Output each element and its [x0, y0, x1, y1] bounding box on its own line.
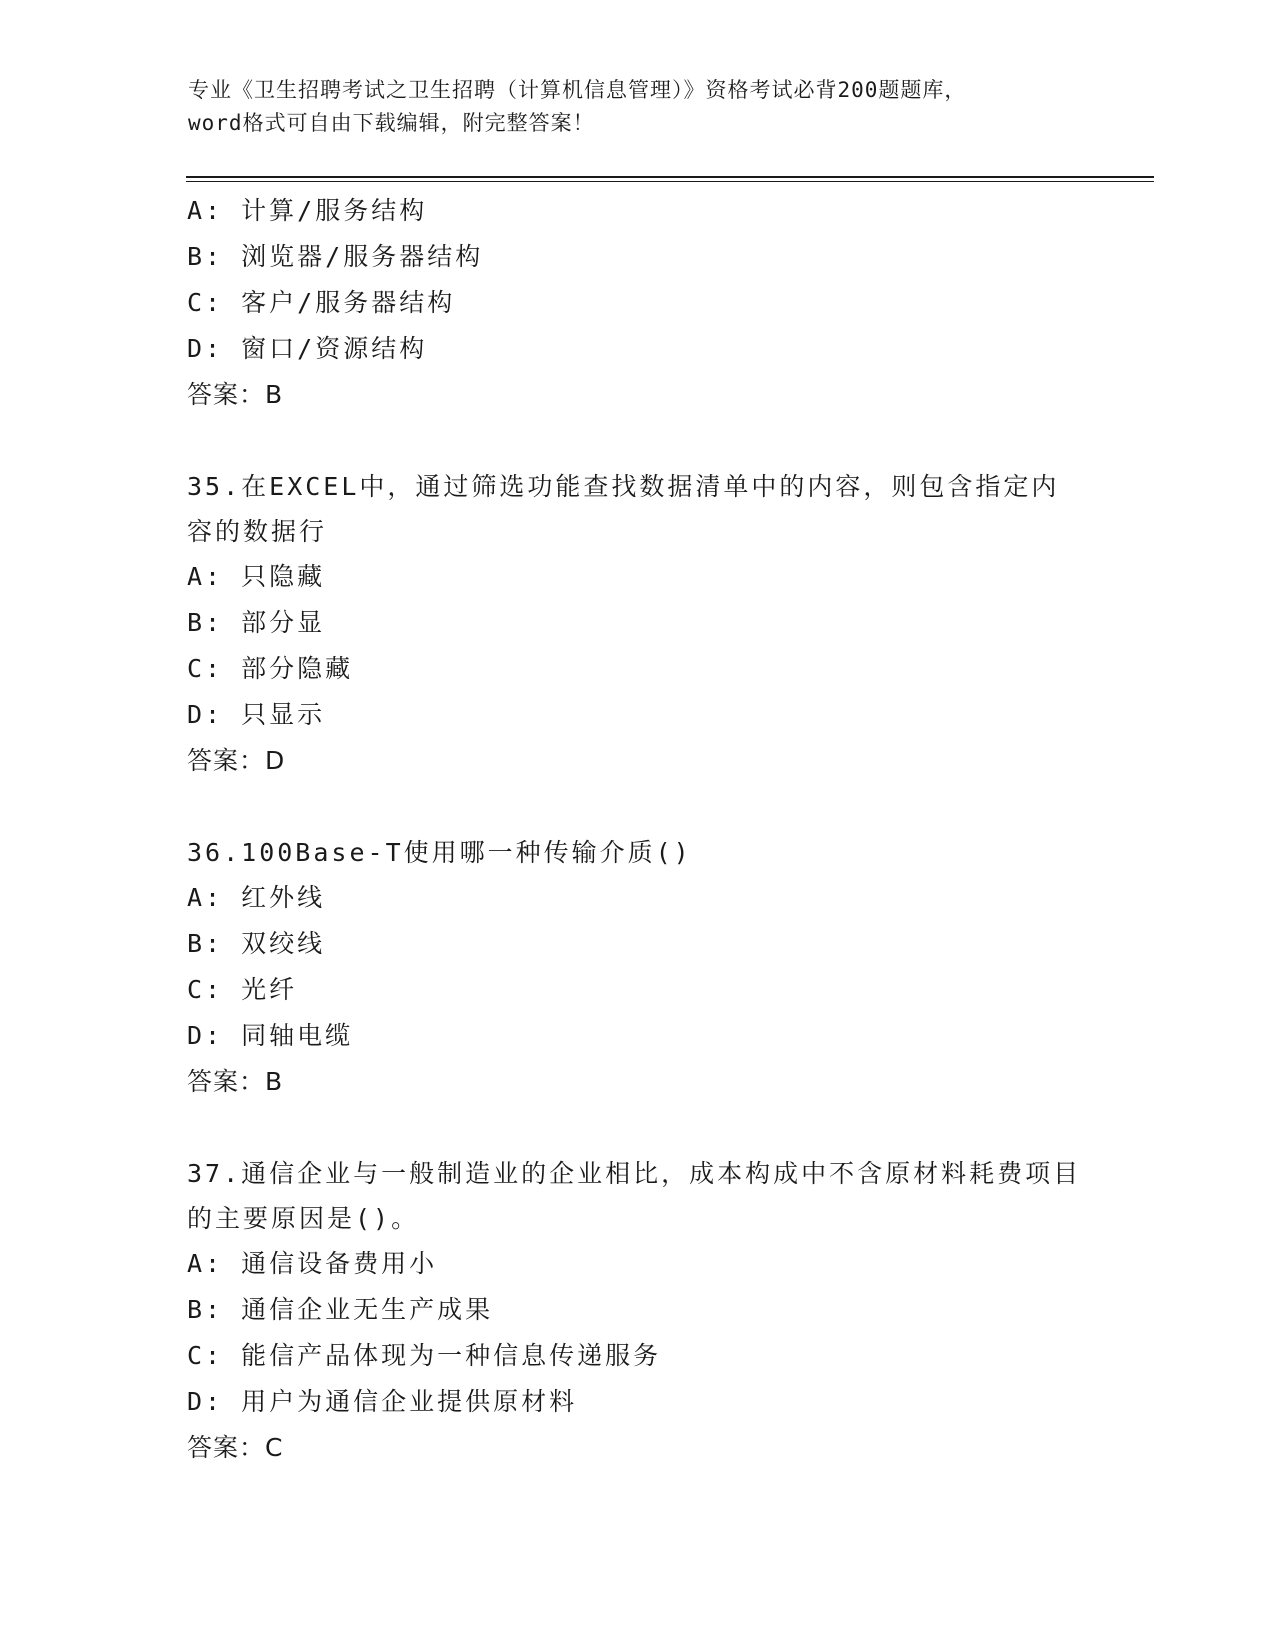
option-a: A: 红外线 — [187, 883, 326, 912]
question-36 — [187, 830, 1087, 1105]
option-c: C: 部分隐藏 — [187, 654, 354, 683]
option-b: B: 双绞线 — [187, 929, 326, 958]
option-b: B: 浏览器/服务器结构 — [187, 242, 484, 271]
header-line-2: word格式可自由下载编辑，附完整答案！ — [188, 111, 595, 135]
answer-line: 答案：D — [187, 746, 286, 775]
answer-line: 答案：B — [187, 380, 284, 409]
question-37 — [187, 1151, 1087, 1471]
option-b: B: 部分显 — [187, 608, 326, 637]
option-a: A: 只隐藏 — [187, 562, 326, 591]
header-divider-thick — [186, 176, 1154, 178]
header-line-1: 专业《卫生招聘考试之卫生招聘（计算机信息管理）》资格考试必背200题题库， — [188, 78, 967, 102]
answer-line: 答案：C — [187, 1433, 284, 1462]
answer-line: 答案：B — [187, 1067, 284, 1096]
option-a: A: 通信设备费用小 — [187, 1249, 438, 1278]
option-d: D: 窗口/资源结构 — [187, 334, 428, 363]
option-c: C: 光纤 — [187, 975, 298, 1004]
spacer — [187, 418, 1087, 464]
header-divider-thin — [186, 181, 1154, 182]
option-a: A: 计算/服务结构 — [187, 196, 428, 225]
option-d: D: 用户为通信企业提供原材料 — [187, 1387, 578, 1416]
question-text: 35.在EXCEL中，通过筛选功能查找数据清单中的内容，则包含指定内容的数据行 — [187, 472, 1060, 546]
spacer — [187, 784, 1087, 830]
option-d: D: 同轴电缆 — [187, 1021, 354, 1050]
question-text: 36.100Base-T使用哪一种传输介质() — [187, 838, 692, 867]
option-d: D: 只显示 — [187, 700, 326, 729]
spacer — [187, 1105, 1087, 1151]
option-c: C: 能信产品体现为一种信息传递服务 — [187, 1341, 662, 1370]
question-text: 37.通信企业与一般制造业的企业相比，成本构成中不含原材料耗费项目的主要原因是()。 — [187, 1159, 1082, 1233]
question-34 — [187, 188, 1087, 418]
question-35 — [187, 464, 1087, 784]
document-header — [188, 74, 1088, 140]
option-c: C: 客户/服务器结构 — [187, 288, 456, 317]
option-b: B: 通信企业无生产成果 — [187, 1295, 494, 1324]
question-list — [187, 188, 1087, 1471]
